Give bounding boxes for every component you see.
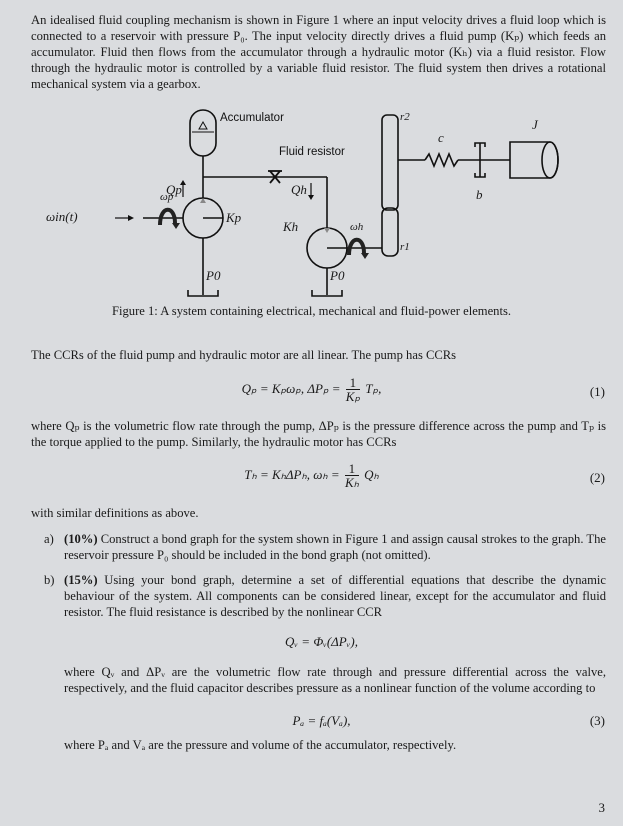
- equation-2: [0, 462, 623, 490]
- intro-paragraph: An idealised fluid coupling mechanism is shown in Figure 1 where an input velocity drives a fluid loop which is connected to a reservoir with pressure P₀. The input velocity directly drives a fluid pump (Kₚ) which feeds an accumulator. Fluid then flows from the accumulator through a hydraulic motor (Kₕ) via a fluid resistor. Flow through the hydraulic motor is controlled by a variable fluid resistor. The fluid system then drives a rotational mechanical system via a gearbox.: [31, 13, 606, 91]
- equation-valve: Qᵥ = Φᵥ(ΔPᵥ),: [285, 634, 358, 649]
- eq2-lhs: Tₕ = KₕΔPₕ, ωₕ =: [244, 466, 340, 482]
- p0-left-label: P0: [206, 268, 221, 283]
- eq1-lhs: Qₚ = Kₚωₚ, ΔPₚ =: [241, 380, 341, 396]
- similar-definitions-text: with similar definitions as above.: [31, 506, 199, 520]
- page-number: 3: [598, 800, 605, 815]
- qh-label: Qh: [291, 182, 307, 197]
- equation-3: Pₐ = fₐ(Vₐ),: [292, 713, 351, 728]
- damper-b-label: b: [476, 187, 483, 202]
- question-a-weight: (10%): [64, 532, 98, 546]
- fluid-coupling-schematic: [60, 105, 580, 305]
- question-a: [44, 531, 606, 563]
- question-b-marker: b): [44, 573, 55, 587]
- accumulator-description-text: where Pₐ and Vₐ are the pressure and volume of the accumulator, respectively.: [64, 738, 457, 752]
- pump-definitions-text: where Qₚ is the volumetric flow rate through the pump, ΔPₚ is the pressure difference across the pump and Tₚ is the torque applied to the pump. Similarly, the hydraulic motor has CCRs: [31, 419, 606, 449]
- kh-label: Kh: [283, 219, 299, 234]
- eq2-fraction: $\frac{1}{\text{Kₕ}}$: [344, 461, 359, 490]
- p0-right-label: P0: [330, 268, 345, 283]
- eq1-rhs: Tₚ,: [365, 380, 382, 396]
- inertia-j-label: J: [532, 117, 538, 132]
- kp-label: Kp: [226, 210, 242, 225]
- gear-r1-icon: [382, 208, 398, 256]
- question-b: [44, 572, 606, 620]
- question-a-marker: a): [44, 532, 54, 546]
- ccr-lead-text: The CCRs of the fluid pump and hydraulic motor are all linear. The pump has CCRs: [31, 348, 457, 362]
- question-a-text: Construct a bond graph for the system shown in Figure 1 and assign causal strokes to the graph. The reservoir pressure P₀ should be included in the bond graph (not omitted).: [64, 532, 606, 562]
- input-velocity-label: ωin(t): [46, 209, 78, 224]
- question-b-text: Using your bond graph, determine a set of differential equations that describe the dynamic behaviour of the system. All components can be considered linear, except for the accumulator and fluid resistor. The fluid resistance is described by the nonlinear CCR: [64, 573, 606, 619]
- eq1-number: (1): [589, 384, 605, 399]
- fluid-resistor-label: Fluid resistor: [279, 146, 345, 158]
- omega-p-label: ωp: [160, 191, 174, 203]
- valve-description-text: where Qᵥ and ΔPᵥ are the volumetric flow rate through and pressure differential across the valve, respectively, and the fluid capacitor describes pressure as a nonlinear function of the volume according to: [64, 665, 606, 695]
- spring-c-label: c: [438, 130, 444, 145]
- eq2-number: (2): [589, 470, 605, 485]
- accumulator-icon: [190, 110, 216, 156]
- question-b-weight: (15%): [64, 573, 98, 587]
- inertia-j-icon: [510, 142, 558, 178]
- accumulator-label: Accumulator: [220, 112, 284, 124]
- r1-label: r1: [400, 241, 410, 253]
- r2-label: r2: [400, 111, 410, 123]
- eq2-rhs: Qₕ: [364, 466, 379, 482]
- gear-r2-icon: [382, 115, 398, 210]
- qp-label: Qp: [166, 182, 182, 197]
- eq3-number: (3): [589, 713, 605, 728]
- spring-c-icon: [425, 154, 458, 166]
- equation-1: [0, 376, 623, 404]
- figure-caption: Figure 1: A system containing electrical, mechanical and fluid-power elements.: [111, 304, 512, 318]
- figure-1-diagram: [46, 105, 580, 305]
- eq1-fraction: $\frac{1}{\text{Kₚ}}$: [345, 375, 361, 404]
- omega-h-label: ωh: [350, 221, 364, 233]
